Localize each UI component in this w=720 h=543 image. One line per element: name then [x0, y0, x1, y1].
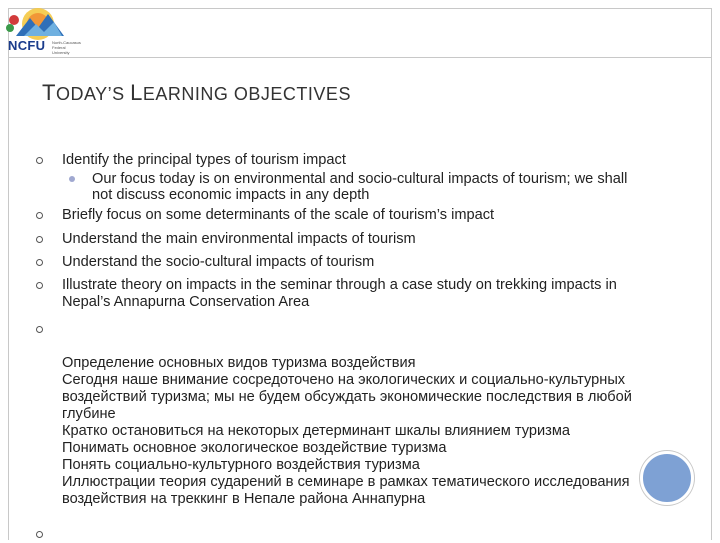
list-item: [36, 277, 636, 311]
item-text: Illustrate theory on impacts in the seminar through a case study on trekking impacts in Nepal’s Annapurna Conservation Area: [62, 277, 617, 310]
decorative-circle: [640, 451, 694, 505]
page-title: TODAY’S LEARNING OBJECTIVES: [42, 80, 351, 105]
slide-frame-right: [711, 57, 712, 540]
item-text: Определение основных видов туризма воздействия Сегодня наше внимание сосредоточено на экологических и социально-культурных воздействий туризма; мы не будем обсуждать экономические последствия в любой глубине Кратко остановиться на некоторых детерминант шкалы влиянием туризма Понимать основное экологическое воздействие туризма Понять социально-культурного воздействия туризма Иллюстрации теория сударений в семинаре в рамках тематического исследования воздействия на треккинг в Непале района Аннапурна: [62, 355, 632, 507]
slide-frame-left: [8, 57, 9, 540]
list-item: [36, 231, 636, 248]
logo-text: NCFU: [8, 38, 46, 53]
list-item: [36, 254, 636, 271]
bullet-ring-icon: [36, 212, 43, 219]
bullet-ring-icon: [36, 236, 43, 243]
list-item-empty: [36, 526, 636, 543]
bullet-ring-icon: [36, 326, 43, 333]
subitem-text: Our focus today is on environmental and socio-cultural impacts of tourism; we shall not discuss economic impacts in any depth: [92, 171, 628, 203]
item-text: Identify the principal types of tourism impact: [62, 152, 346, 168]
list-item: [36, 152, 636, 169]
bullet-ring-icon: [36, 157, 43, 164]
list-item: [36, 207, 636, 224]
bullet-dot-icon: [69, 176, 75, 182]
bullet-ring-icon: [36, 282, 43, 289]
slide-frame-top: [8, 8, 712, 57]
slide-frame-rule: [8, 57, 712, 58]
objectives-list: [36, 152, 636, 543]
logo-subtitle: North-Caucasus Federal University: [52, 40, 81, 55]
list-item: [36, 321, 636, 508]
bullet-ring-icon: [36, 531, 43, 538]
ncfu-logo: [2, 0, 82, 56]
item-text: Understand the socio-cultural impacts of tourism: [62, 254, 375, 270]
list-subitem: [36, 171, 636, 203]
bullet-ring-icon: [36, 259, 43, 266]
item-text: Briefly focus on some determinants of the scale of tourism’s impact: [62, 207, 495, 223]
item-text: Understand the main environmental impacts of tourism: [62, 231, 416, 247]
